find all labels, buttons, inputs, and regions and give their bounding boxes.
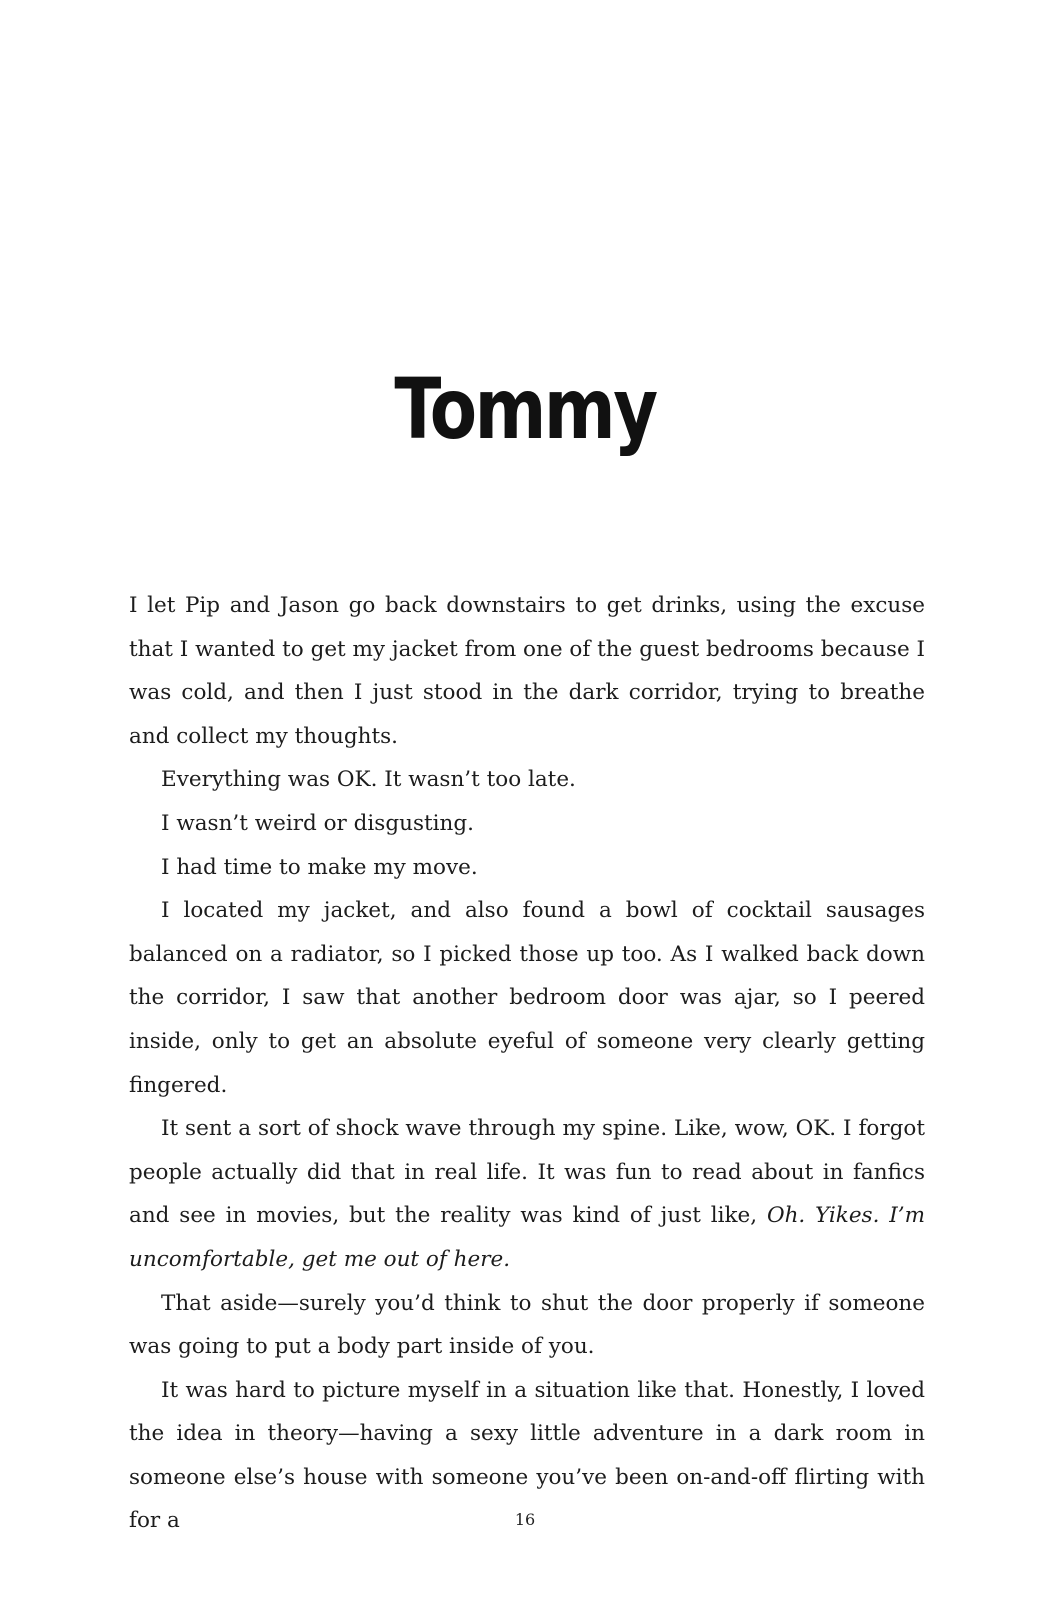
paragraph <box>129 889 925 1107</box>
text-run: I had time to make my move. <box>161 854 478 880</box>
text-run: It sent a sort of shock wave through my spine. Like, wow, OK. I forgot people actually did that in real life. It was fun to read about in fanfics and see in movies, but the reality was kind of just like, <box>129 1116 925 1229</box>
text-run: It was hard to picture myself in a situation like that. Honestly, I loved the idea in theory—having a sexy little adventure in a dark room in someone else’s house with someone you’ve been on-and-off flirting with for a <box>129 1377 925 1534</box>
paragraph <box>129 1282 925 1369</box>
paragraph <box>129 802 925 846</box>
text-run: That aside—surely you’d think to shut the door properly if someone was going to put a body part inside of you. <box>129 1290 925 1360</box>
paragraph <box>129 584 925 758</box>
text-run: I let Pip and Jason go back downstairs to get drinks, using the excuse that I wanted to get my jacket from one of the guest bedrooms because I was cold, and then I just stood in the dark corridor, trying to breathe and collect my thoughts. <box>129 593 925 749</box>
text-run: Everything was OK. It wasn’t too late. <box>161 767 576 793</box>
paragraph <box>129 846 925 890</box>
italic-text: Oh. Yikes. I’m uncomfortable, get me out of here. <box>129 1203 925 1272</box>
paragraph <box>129 758 925 802</box>
paragraph <box>129 1107 925 1281</box>
page-number: 16 <box>514 1510 536 1529</box>
chapter-body-text <box>129 584 925 1543</box>
text-run: I located my jacket, and also found a bowl of cocktail sausages balanced on a radiator, so I picked those up too. As I walked back down the corridor, I saw that another bedroom door was ajar, so I peered inside, only to get an absolute eyeful of someone very clearly getting fingered. <box>129 898 925 1098</box>
text-run: I wasn’t weird or disgusting. <box>161 810 474 836</box>
chapter-title: Tommy <box>394 360 656 458</box>
